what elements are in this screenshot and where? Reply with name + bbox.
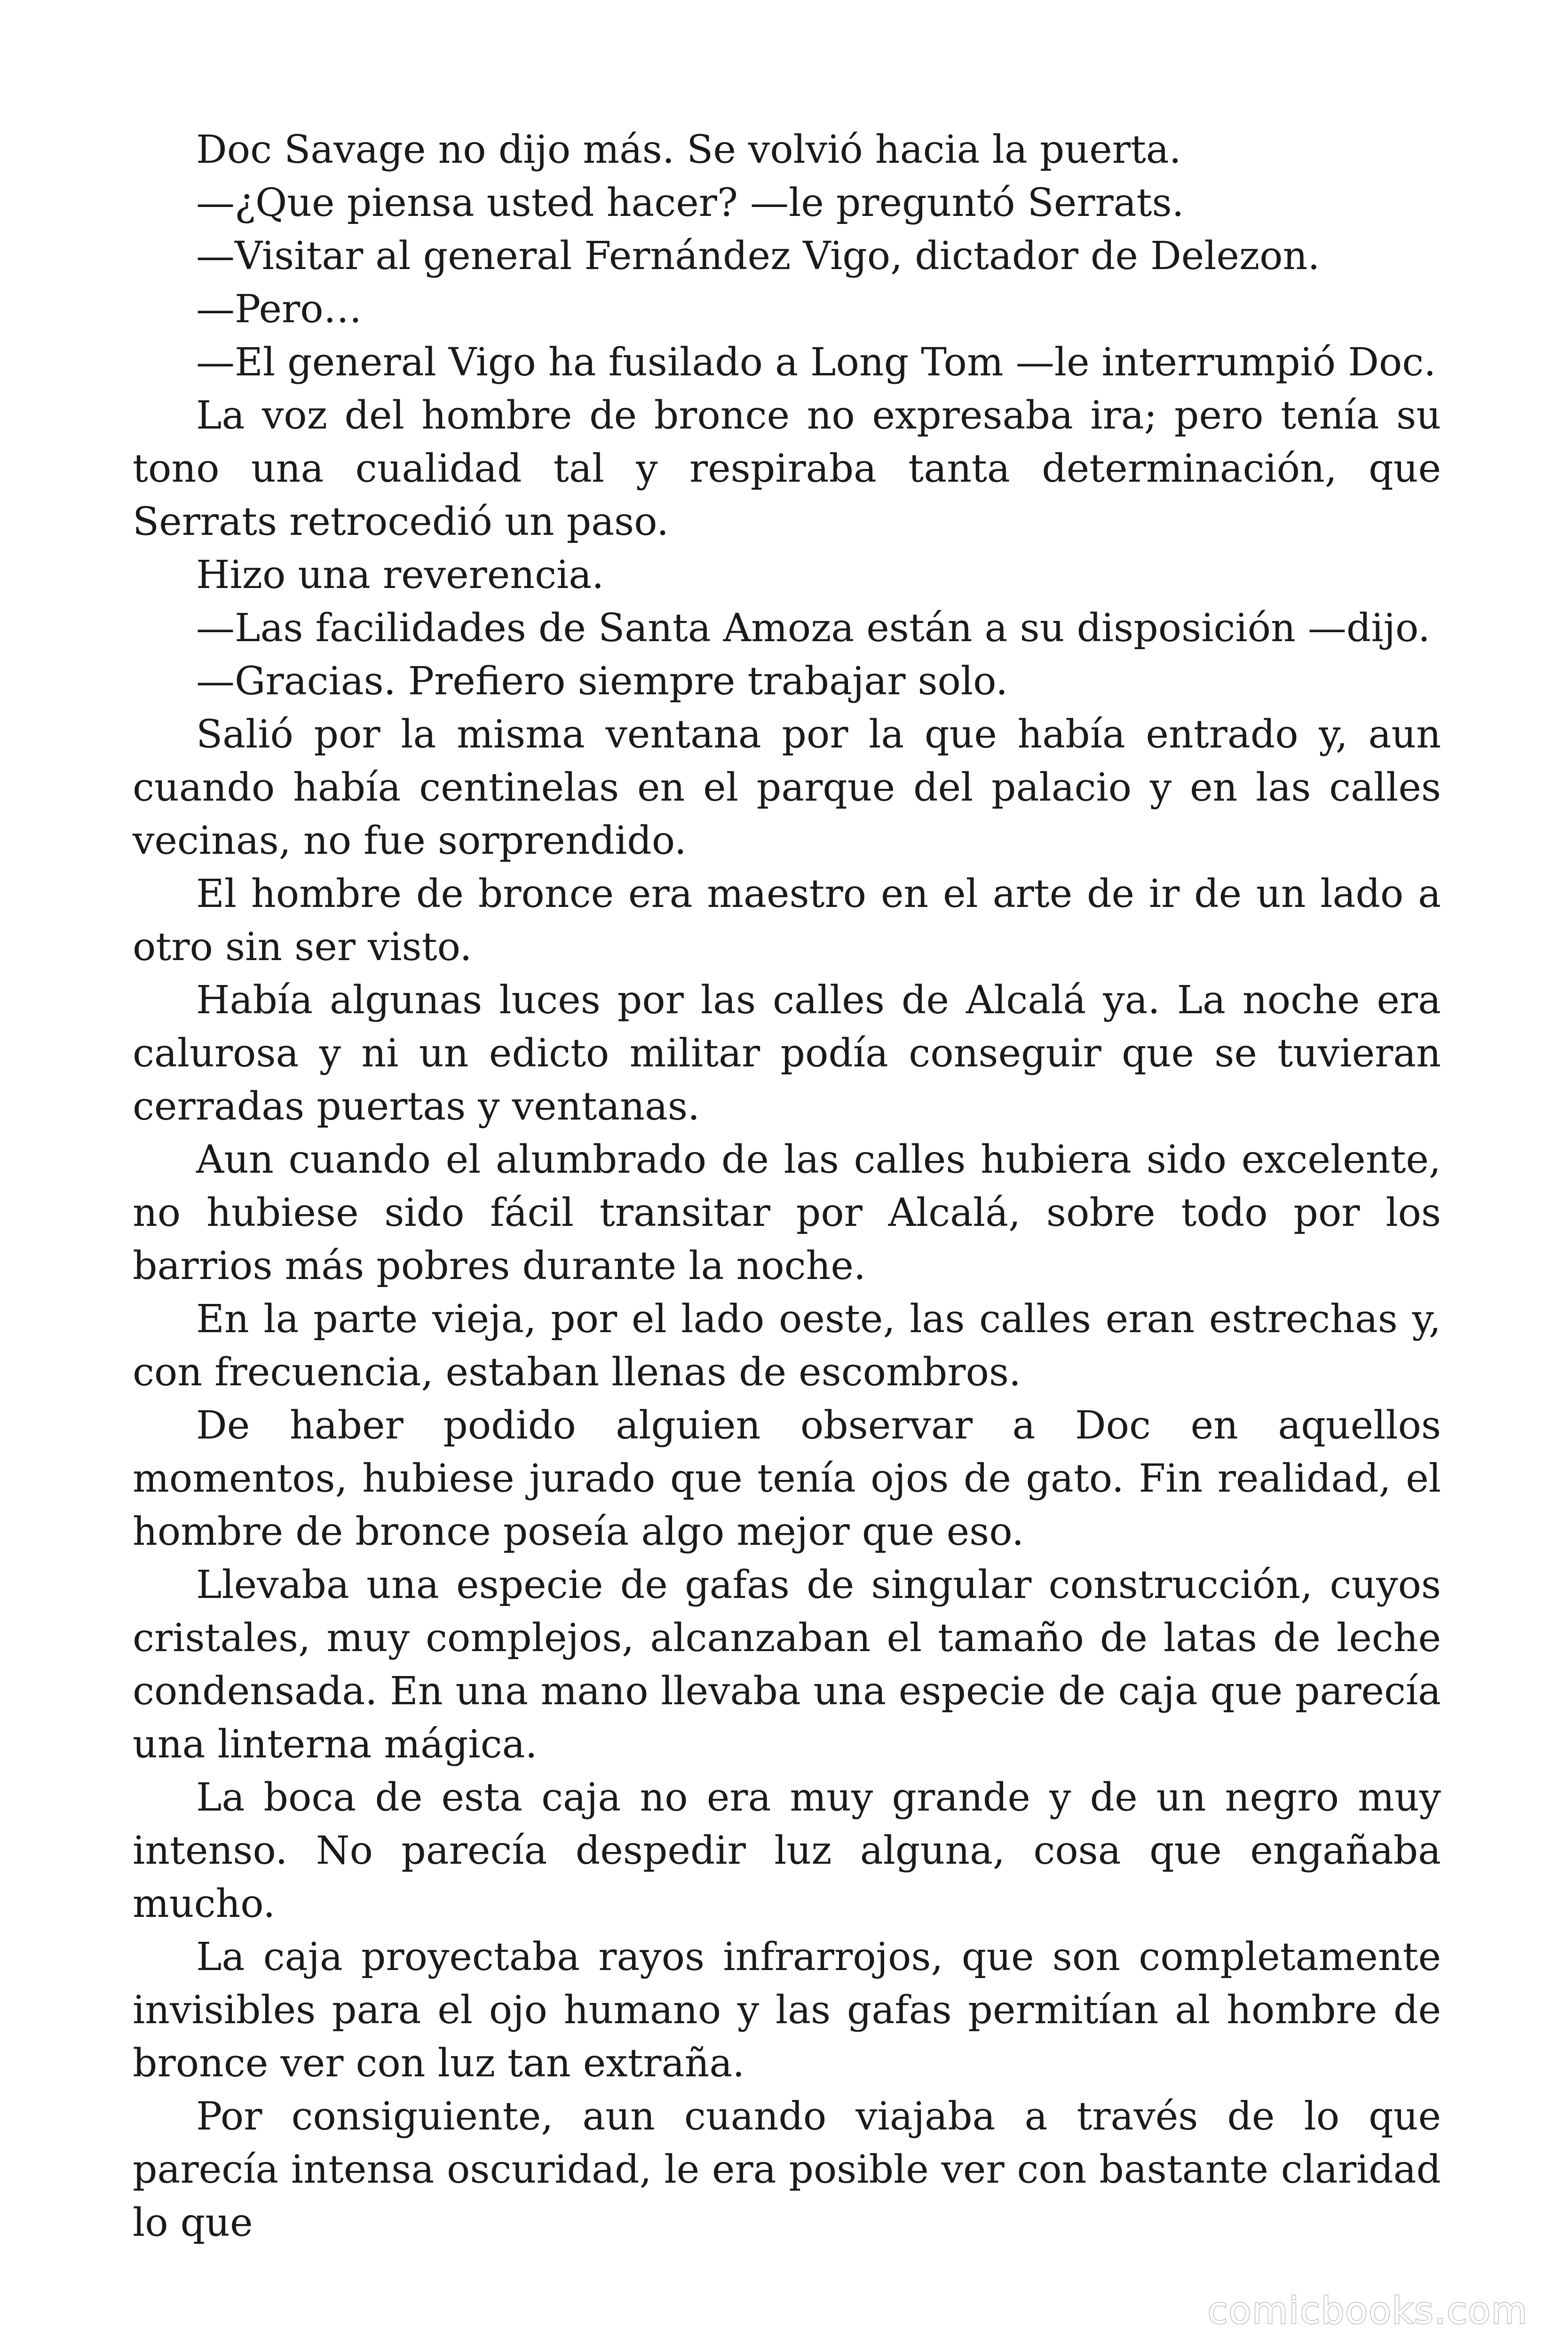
paragraph: —¿Que piensa usted hacer? —le preguntó Serrats. xyxy=(196,181,1184,225)
paragraph: —Pero… xyxy=(196,287,362,332)
paragraph: Hizo una reverencia. xyxy=(196,553,604,597)
paragraph: La boca de esta caja no era muy grande y de un negro muy intenso. No parecía despedir luz alguna, cosa que engañaba mucho. xyxy=(133,1775,1441,1926)
paragraph: Por consiguiente, aun cuando viajaba a través de lo que parecía intensa oscuridad, le era posible ver con bastante claridad lo que xyxy=(133,2094,1441,2245)
paragraph: Aun cuando el alumbrado de las calles hubiera sido excelente, no hubiese sido fácil transitar por Alcalá, sobre todo por los barrios más pobres durante la noche. xyxy=(133,1137,1441,1288)
paragraph: Salió por la misma ventana por la que había entrado y, aun cuando había centinelas en el parque del palacio y en las calles vecinas, no fue sorprendido. xyxy=(133,712,1441,863)
paragraph: La caja proyectaba rayos infrarrojos, que son completamente invisibles para el ojo humano y las gafas permitían al hombre de bronce ver con luz tan extraña. xyxy=(133,1935,1441,2086)
paragraph: Doc Savage no dijo más. Se volvió hacia la puerta. xyxy=(196,127,1181,172)
paragraph: Había algunas luces por las calles de Alcalá ya. La noche era calurosa y ni un edicto militar podía conseguir que se tuvieran cerradas puertas y ventanas. xyxy=(133,978,1441,1129)
paragraph: De haber podido alguien observar a Doc en aquellos momentos, hubiese jurado que tenía ojos de gato. Fin realidad, el hombre de bronce poseía algo mejor que eso. xyxy=(133,1403,1441,1554)
paragraph: Llevaba una especie de gafas de singular construcción, cuyos cristales, muy complejos, alcanzaban el tamaño de latas de leche condensada. En una mano llevaba una especie de caja que parecía una linterna mágica. xyxy=(133,1563,1441,1767)
paragraph: —Visitar al general Fernández Vigo, dictador de Delezon. xyxy=(196,234,1320,278)
paragraph: —Gracias. Prefiero siempre trabajar solo. xyxy=(196,659,1008,704)
paragraph: La voz del hombre de bronce no expresaba ira; pero tenía su tono una cualidad tal y respiraba tanta determinación, que Serrats retrocedió un paso. xyxy=(133,393,1441,544)
paragraph: —Las facilidades de Santa Amoza están a su disposición —dijo. xyxy=(196,606,1430,651)
paragraph: —El general Vigo ha fusilado a Long Tom —le interrumpió Doc. xyxy=(196,340,1436,385)
watermark: comicbooks.com xyxy=(1207,2290,1528,2332)
page-body xyxy=(133,123,1441,2249)
paragraph: El hombre de bronce era maestro en el arte de ir de un lado a otro sin ser visto. xyxy=(133,872,1441,969)
paragraph: En la parte vieja, por el lado oeste, las calles eran estrechas y, con frecuencia, estaban llenas de escombros. xyxy=(133,1297,1441,1395)
